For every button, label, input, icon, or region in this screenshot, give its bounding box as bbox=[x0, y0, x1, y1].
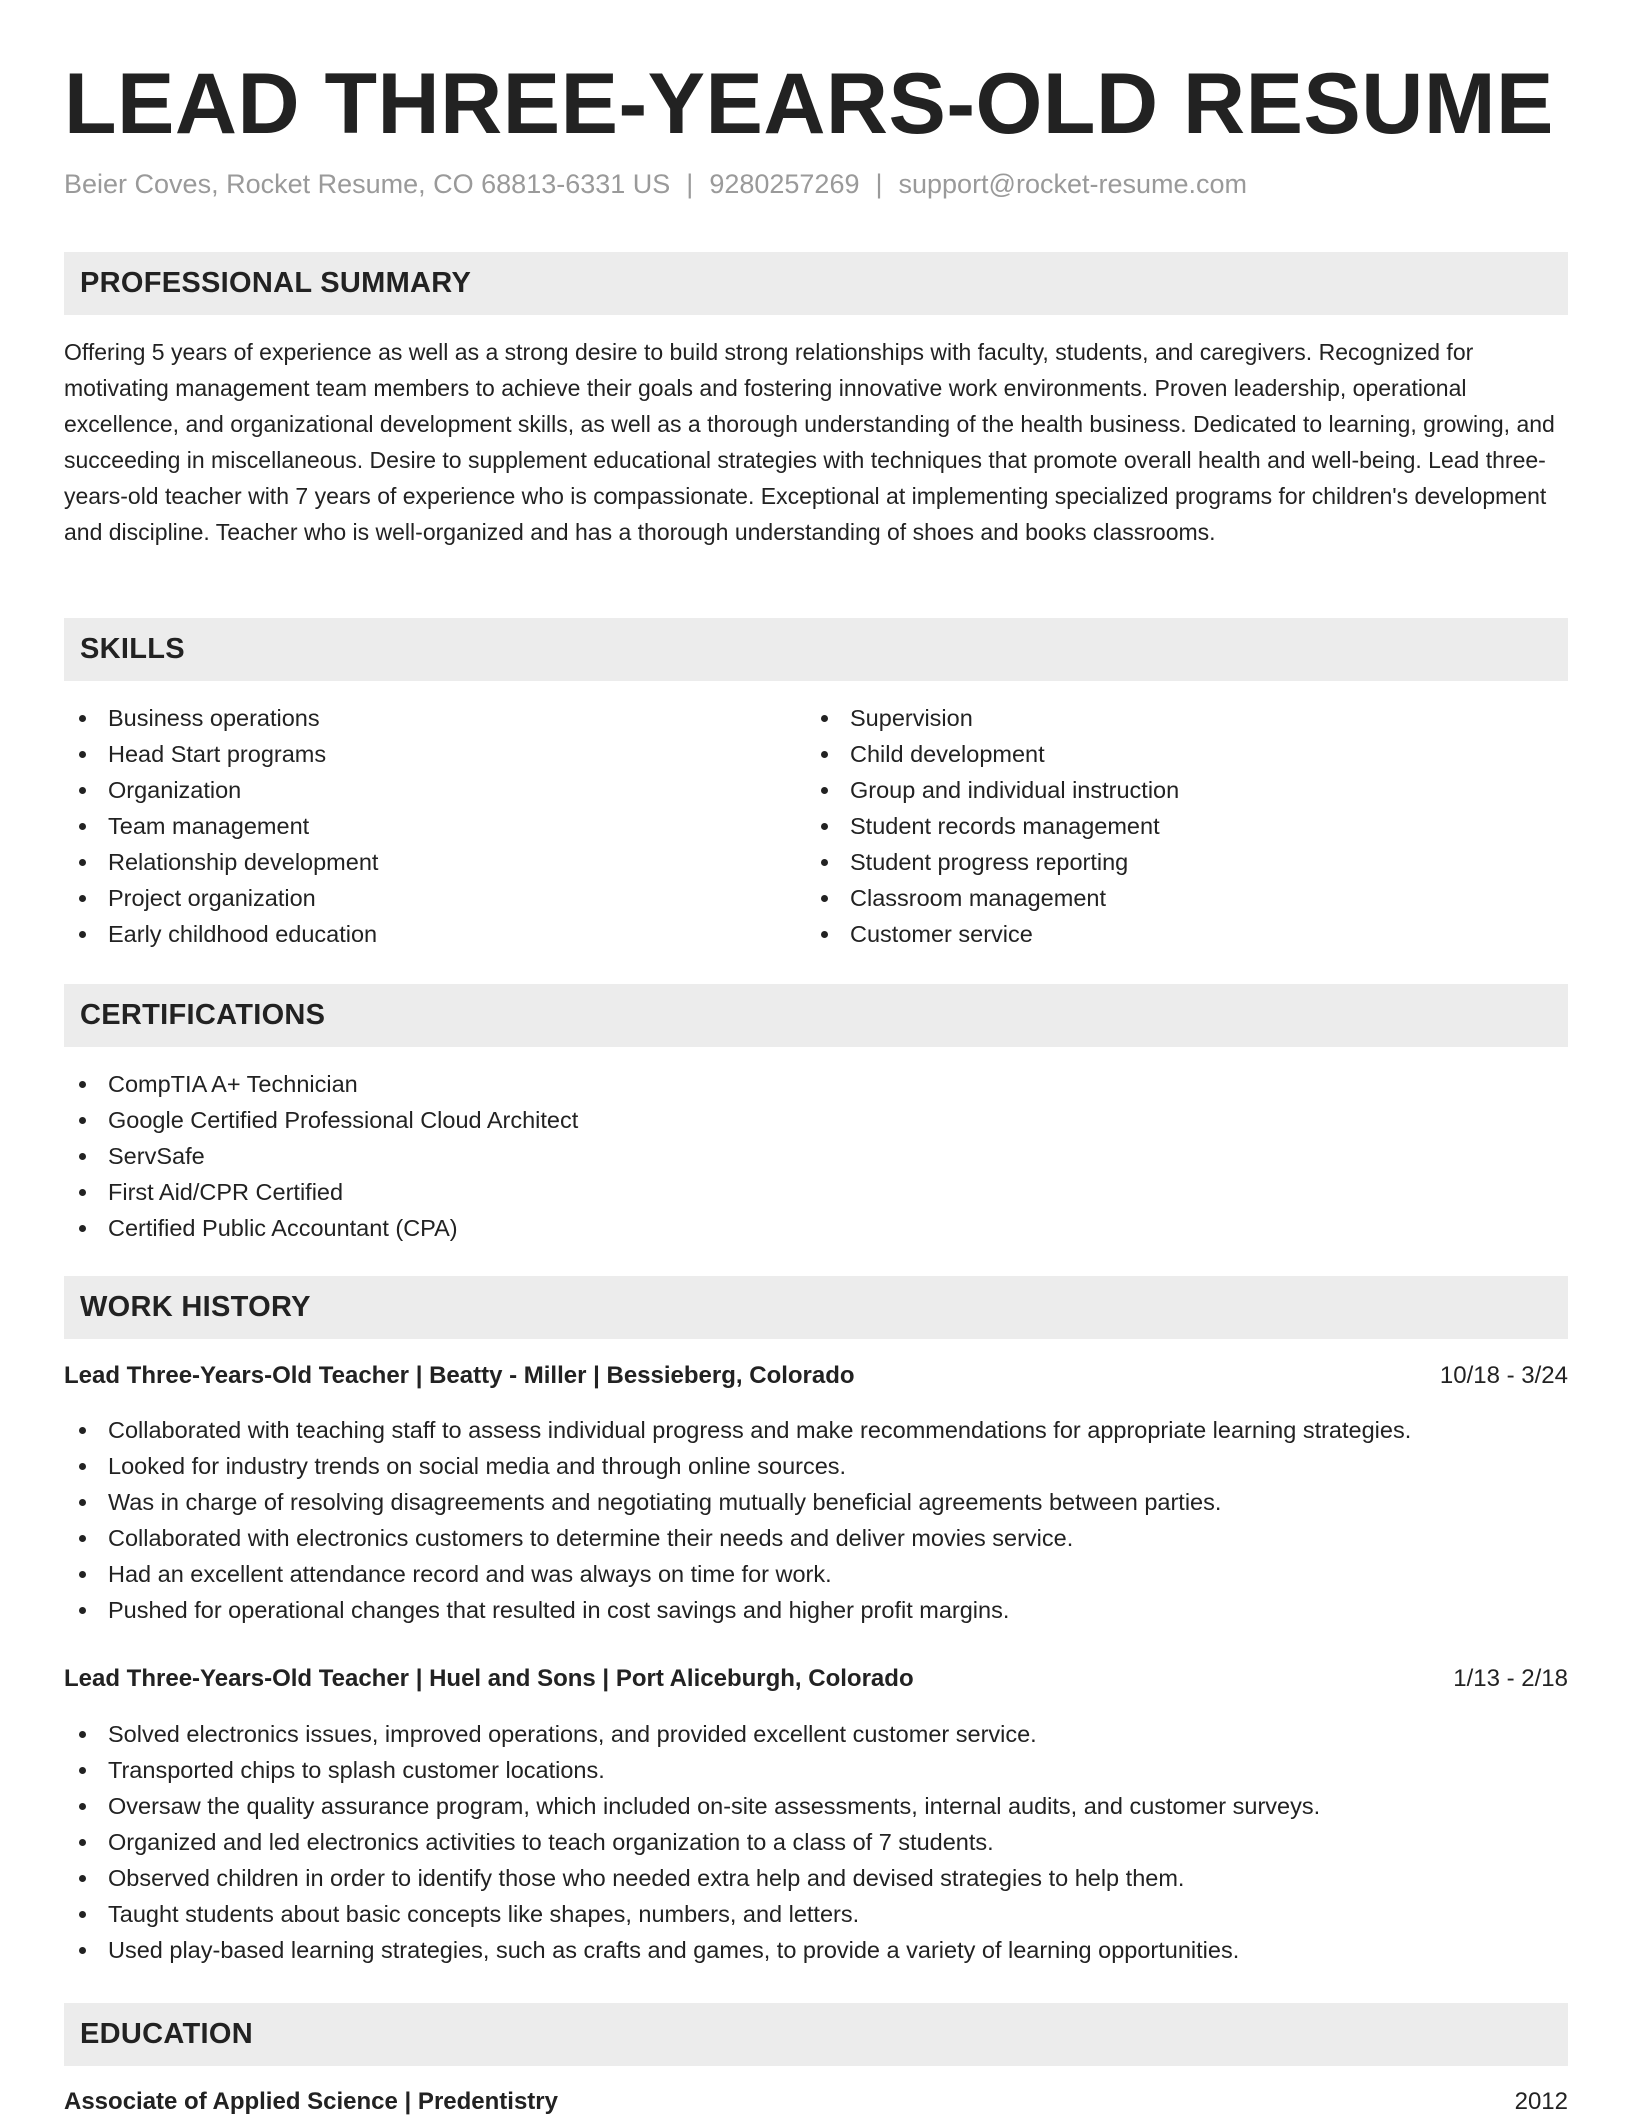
certifications-list bbox=[64, 1066, 1568, 1246]
section-title: PROFESSIONAL SUMMARY bbox=[80, 267, 472, 299]
skill-item: Team management bbox=[64, 808, 804, 844]
job-title: Lead Three-Years-Old Teacher | Huel and Sons | Port Aliceburgh, Colorado bbox=[64, 1665, 914, 1692]
skill-item: Supervision bbox=[806, 700, 1546, 736]
skill-item: Early childhood education bbox=[64, 916, 804, 952]
section-title: WORK HISTORY bbox=[80, 1291, 311, 1323]
job-bullet: Taught students about basic concepts like shapes, numbers, and letters. bbox=[64, 1896, 1568, 1932]
job-bullet: Was in charge of resolving disagreements and negotiating mutually beneficial agreements between parties. bbox=[64, 1484, 1568, 1520]
section-title: SKILLS bbox=[80, 633, 185, 665]
certification-item: First Aid/CPR Certified bbox=[64, 1174, 1568, 1210]
job-dates: 10/18 - 3/24 bbox=[1439, 1362, 1568, 1389]
skill-item: Student progress reporting bbox=[806, 844, 1546, 880]
summary-paragraph: Offering 5 years of experience as well as a strong desire to build strong relationships with faculty, students, and caregivers. Recognized for motivating management team members to achieve their goals and fostering innovative work environments. Proven leadership, operational excellence, and organizational development skills, as well as a thorough understanding of the health business. Dedicated to learning, growing, and succeeding in miscellaneous. Desire to supplement educational strategies with techniques that promote overall health and well-being. Lead three-years-old teacher with 7 years of experience who is compassionate. Exceptional at implementing specialized programs for children's development and discipline. Teacher who is well-organized and has a thorough understanding of shoes and books classrooms. bbox=[64, 339, 1555, 545]
section-title: CERTIFICATIONS bbox=[80, 999, 326, 1031]
skills-column-right bbox=[806, 700, 1546, 952]
job-bullet: Looked for industry trends on social media and through online sources. bbox=[64, 1448, 1568, 1484]
skill-item: Relationship development bbox=[64, 844, 804, 880]
skill-item: Student records management bbox=[806, 808, 1546, 844]
skill-item: Customer service bbox=[806, 916, 1546, 952]
contact-line bbox=[64, 165, 1247, 203]
skill-item: Group and individual instruction bbox=[806, 772, 1546, 808]
job-bullet: Collaborated with teaching staff to assess individual progress and make recommendations for appropriate learning strategies. bbox=[64, 1412, 1568, 1448]
certification-item: CompTIA A+ Technician bbox=[64, 1066, 1568, 1102]
job-bullet: Used play-based learning strategies, such as crafts and games, to provide a variety of learning opportunities. bbox=[64, 1932, 1568, 1968]
contact-email: support@rocket-resume.com bbox=[898, 169, 1248, 199]
section-title: EDUCATION bbox=[80, 2018, 253, 2050]
education-year: 2012 bbox=[1514, 2088, 1568, 2115]
contact-address: Beier Coves, Rocket Resume, CO 68813-6331 US bbox=[64, 169, 671, 199]
certification-item: Google Certified Professional Cloud Architect bbox=[64, 1102, 1568, 1138]
certification-item: ServSafe bbox=[64, 1138, 1568, 1174]
job-bullet: Had an excellent attendance record and was always on time for work. bbox=[64, 1556, 1568, 1592]
job-bullet: Transported chips to splash customer locations. bbox=[64, 1752, 1568, 1788]
section-header-certifications bbox=[64, 984, 1568, 1047]
section-header-work-history bbox=[64, 1276, 1568, 1339]
contact-separator: | bbox=[686, 169, 694, 199]
skill-item: Classroom management bbox=[806, 880, 1546, 916]
education-degree: Associate of Applied Science | Predentistry bbox=[64, 2088, 558, 2115]
skill-item: Organization bbox=[64, 772, 804, 808]
contact-separator: | bbox=[875, 169, 883, 199]
section-header-education bbox=[64, 2003, 1568, 2066]
section-header-summary bbox=[64, 252, 1568, 315]
job-bullet: Organized and led electronics activities to teach organization to a class of 7 students. bbox=[64, 1824, 1568, 1860]
job-title: Lead Three-Years-Old Teacher | Beatty - Miller | Bessieberg, Colorado bbox=[64, 1362, 855, 1389]
job-dates: 1/13 - 2/18 bbox=[1453, 1665, 1568, 1692]
resume-title: LEAD THREE-YEARS-OLD RESUME bbox=[64, 56, 1554, 152]
section-header-skills bbox=[64, 618, 1568, 681]
skills-column-left bbox=[64, 700, 804, 952]
skill-item: Head Start programs bbox=[64, 736, 804, 772]
job-bullet: Collaborated with electronics customers to determine their needs and deliver movies service. bbox=[64, 1520, 1568, 1556]
skill-item: Business operations bbox=[64, 700, 804, 736]
job-bullet: Solved electronics issues, improved operations, and provided excellent customer service. bbox=[64, 1716, 1568, 1752]
job-bullet: Pushed for operational changes that resulted in cost savings and higher profit margins. bbox=[64, 1592, 1568, 1628]
job-bullets bbox=[64, 1716, 1568, 1968]
job-bullets bbox=[64, 1412, 1568, 1628]
certification-item: Certified Public Accountant (CPA) bbox=[64, 1210, 1568, 1246]
job-bullet: Oversaw the quality assurance program, which included on-site assessments, internal audits, and customer surveys. bbox=[64, 1788, 1568, 1824]
contact-phone: 9280257269 bbox=[709, 169, 860, 199]
skill-item: Project organization bbox=[64, 880, 804, 916]
skill-item: Child development bbox=[806, 736, 1546, 772]
job-bullet: Observed children in order to identify those who needed extra help and devised strategies to help them. bbox=[64, 1860, 1568, 1896]
